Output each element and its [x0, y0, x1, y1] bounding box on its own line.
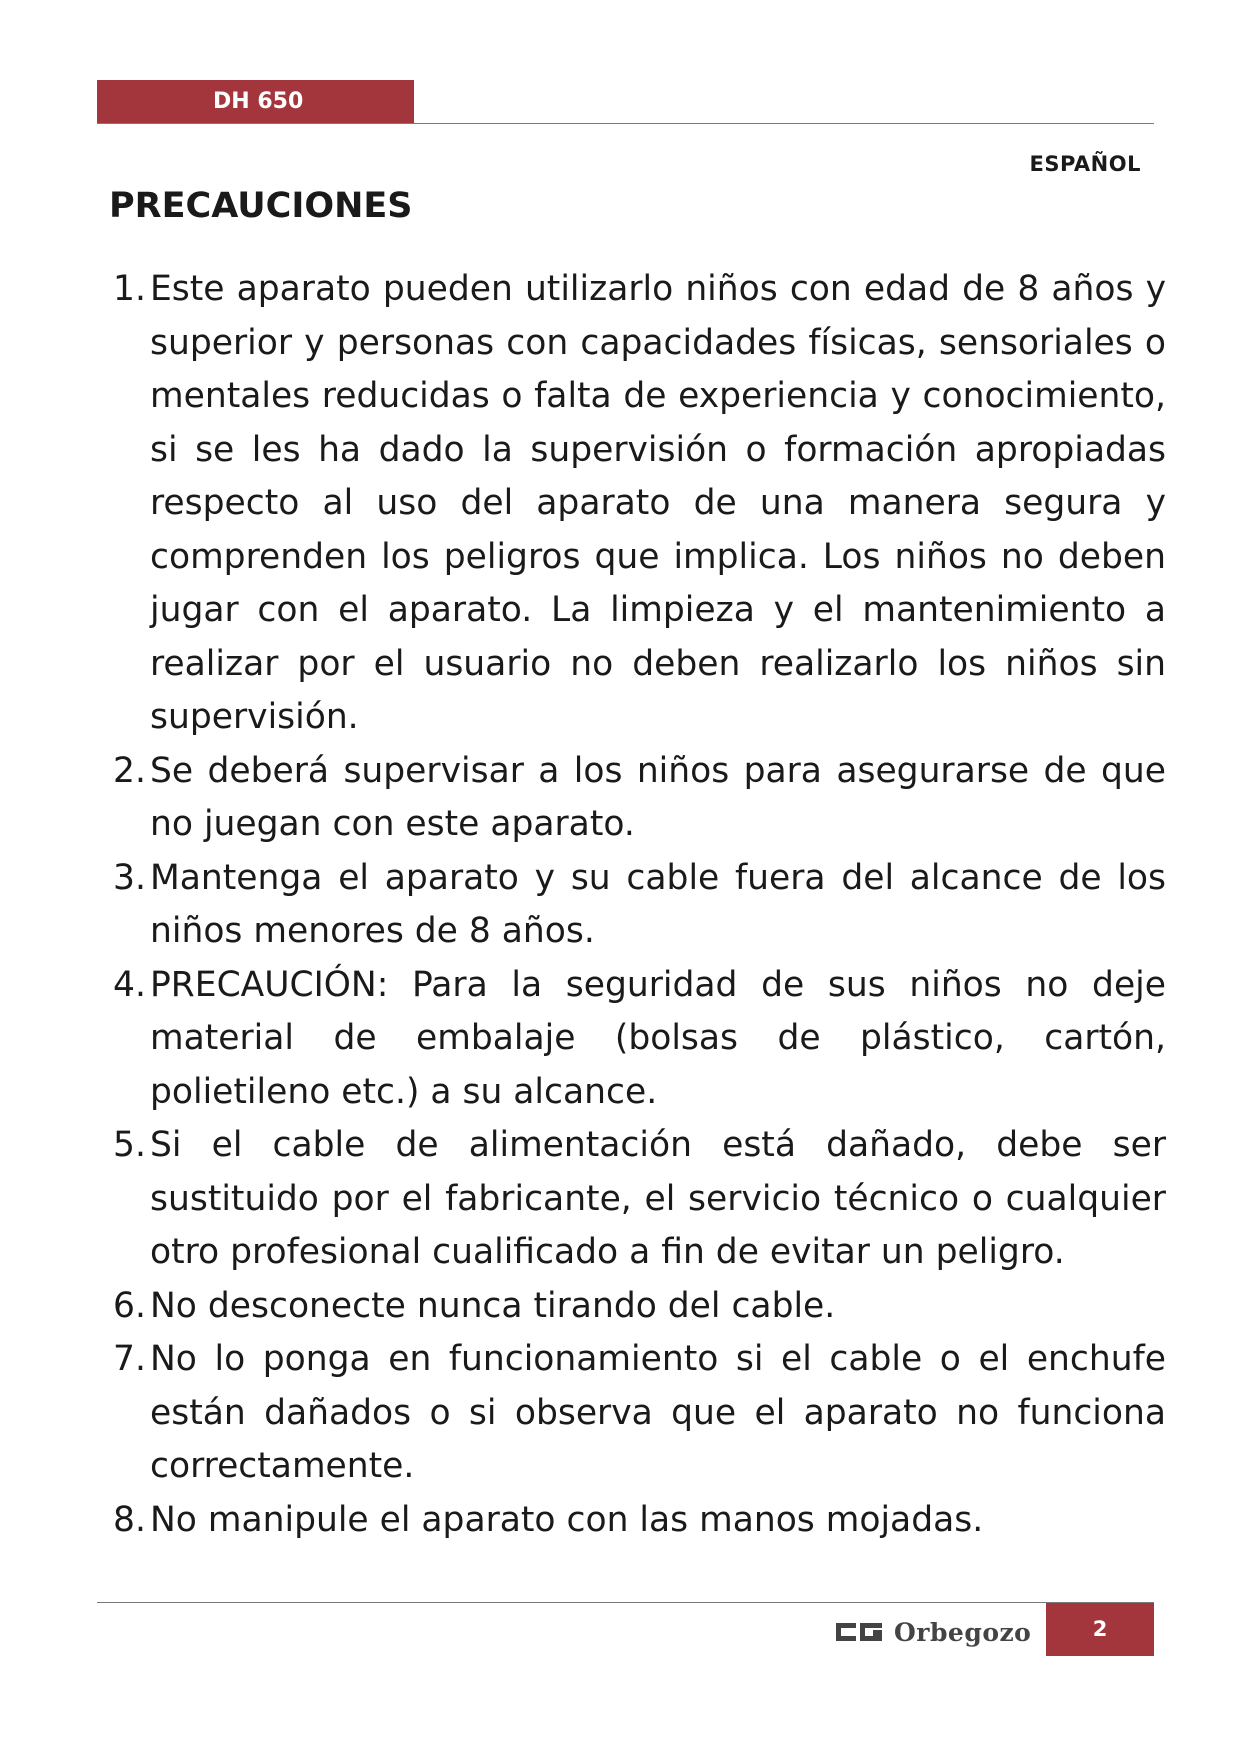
- item-text: No manipule el aparato con las manos mojadas.: [150, 1499, 984, 1540]
- page-number: 2: [1092, 1617, 1108, 1641]
- item-text: Este aparato pueden utilizarlo niños con edad de 8 años y superior y personas con capacidades físicas, sensoriales o mentales reducidas o falta de experiencia y conocimiento, si se les ha dado la supervisión o formación apropiadas respecto al uso del aparato de una manera segura y comprenden los peligros que implica. Los niños no deben jugar con el aparato. La limpieza y el mantenimiento a realizar por el usuario no deben realizarlo los niños sin supervisión.: [150, 269, 1166, 737]
- item-number: 3.: [113, 857, 146, 898]
- list-item: [113, 1119, 1166, 1280]
- model-tab: [97, 80, 414, 124]
- list-item: [113, 263, 1166, 745]
- list-item: [113, 1280, 1166, 1334]
- language-label: ESPAÑOL: [1029, 152, 1141, 176]
- model-label: DH 650: [213, 89, 304, 114]
- item-number: 4.: [113, 964, 146, 1005]
- list-item: [113, 959, 1166, 1120]
- header-divider: [97, 123, 1154, 124]
- item-number: 6.: [113, 1285, 146, 1326]
- page-number-box: [1046, 1603, 1154, 1656]
- item-text: No lo ponga en funcionamiento si el cable o el enchufe están dañados o si observa que el aparato no funciona correctamente.: [150, 1339, 1166, 1486]
- item-number: 2.: [113, 750, 146, 791]
- item-number: 8.: [113, 1499, 146, 1540]
- item-text: No desconecte nunca tirando del cable.: [150, 1285, 836, 1326]
- list-item: [113, 1333, 1166, 1494]
- item-number: 5.: [113, 1125, 146, 1165]
- item-text: Mantenga el aparato y su cable fuera del alcance de los niños menores de 8 años.: [150, 857, 1166, 951]
- precautions-list: [113, 263, 1166, 1547]
- item-number: 7.: [113, 1339, 146, 1379]
- item-number: 1.: [113, 269, 146, 309]
- brand-name: Orbegozo: [894, 1617, 1032, 1647]
- item-text: PRECAUCIÓN: Para la seguridad de sus niños no deje material de embalaje (bolsas de plástico, cartón, polietileno etc.) a su alcance.: [150, 964, 1166, 1112]
- list-item: [113, 1494, 1166, 1548]
- page-title: PRECAUCIONES: [109, 186, 413, 226]
- item-text: Si el cable de alimentación está dañado, debe ser sustituido por el fabricante, el servicio técnico o cualquier otro profesional cualificado a fin de evitar un peligro.: [150, 1125, 1166, 1272]
- brand-mark-icon: [836, 1621, 882, 1643]
- brand-logo: [836, 1614, 1036, 1650]
- list-item: [113, 852, 1166, 959]
- item-text: Se deberá supervisar a los niños para asegurarse de que no juegan con este aparato.: [150, 750, 1166, 844]
- footer-divider: [97, 1602, 1154, 1603]
- list-item: [113, 745, 1166, 852]
